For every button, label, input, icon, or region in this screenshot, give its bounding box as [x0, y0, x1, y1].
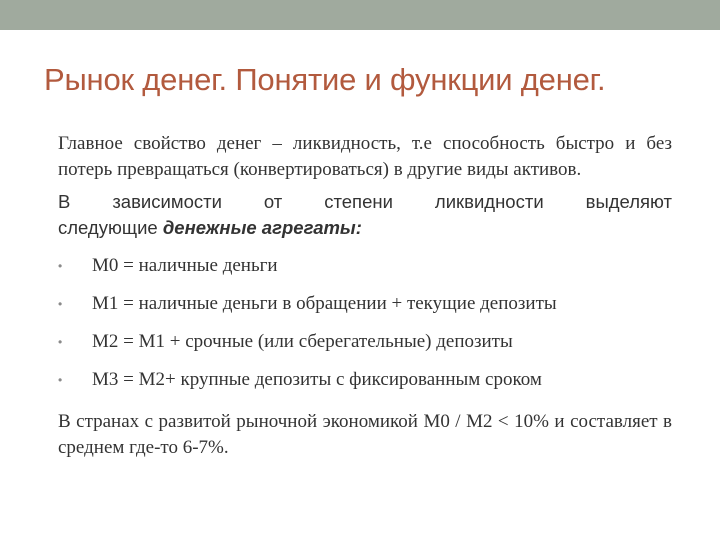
bullet-icon: •	[58, 373, 63, 387]
top-decorative-bar	[0, 0, 720, 30]
aggregate-m0: М0 = наличные деньги	[92, 255, 278, 276]
intro-word: В	[58, 191, 71, 212]
aggregates-intro-line-2	[58, 215, 672, 241]
intro-word: зависимости	[112, 191, 222, 212]
intro-word: выделяют	[585, 191, 672, 212]
aggregates-list	[58, 253, 672, 405]
bullet-icon: •	[58, 335, 63, 349]
aggregates-intro	[58, 189, 672, 241]
bullet-icon: •	[58, 259, 63, 273]
aggregate-m1: М1 = наличные деньги в обращении + текущие депозиты	[92, 293, 557, 314]
bullet-icon: •	[58, 297, 63, 311]
aggregates-intro-line-1	[58, 189, 672, 215]
slide-title: Рынок денег. Понятие и функции денег.	[44, 62, 606, 97]
list-item	[58, 291, 672, 329]
intro-prefix: следующие	[58, 217, 163, 238]
list-item	[58, 367, 672, 405]
list-item	[58, 253, 672, 291]
intro-word: от	[263, 191, 283, 212]
intro-word: ликвидности	[434, 191, 544, 212]
conclusion-paragraph: В странах с развитой рыночной экономикой М0 / М2 < 10% и составляет в среднем где-то 6-7%.	[58, 411, 672, 458]
aggregate-m3: М3 = М2+ крупные депозиты с фиксированным сроком	[92, 369, 542, 390]
list-item	[58, 329, 672, 367]
aggregate-m2: М2 = М1 + срочные (или сберегательные) депозиты	[92, 331, 513, 352]
intro-paragraph: Главное свойство денег – ликвидность, т.е способность быстро и без потерь превращаться (конвертироваться) в другие виды активов.	[58, 133, 672, 180]
slide-content	[58, 131, 672, 461]
intro-word: степени	[324, 191, 393, 212]
emphasis-term: денежные агрегаты:	[162, 217, 362, 238]
